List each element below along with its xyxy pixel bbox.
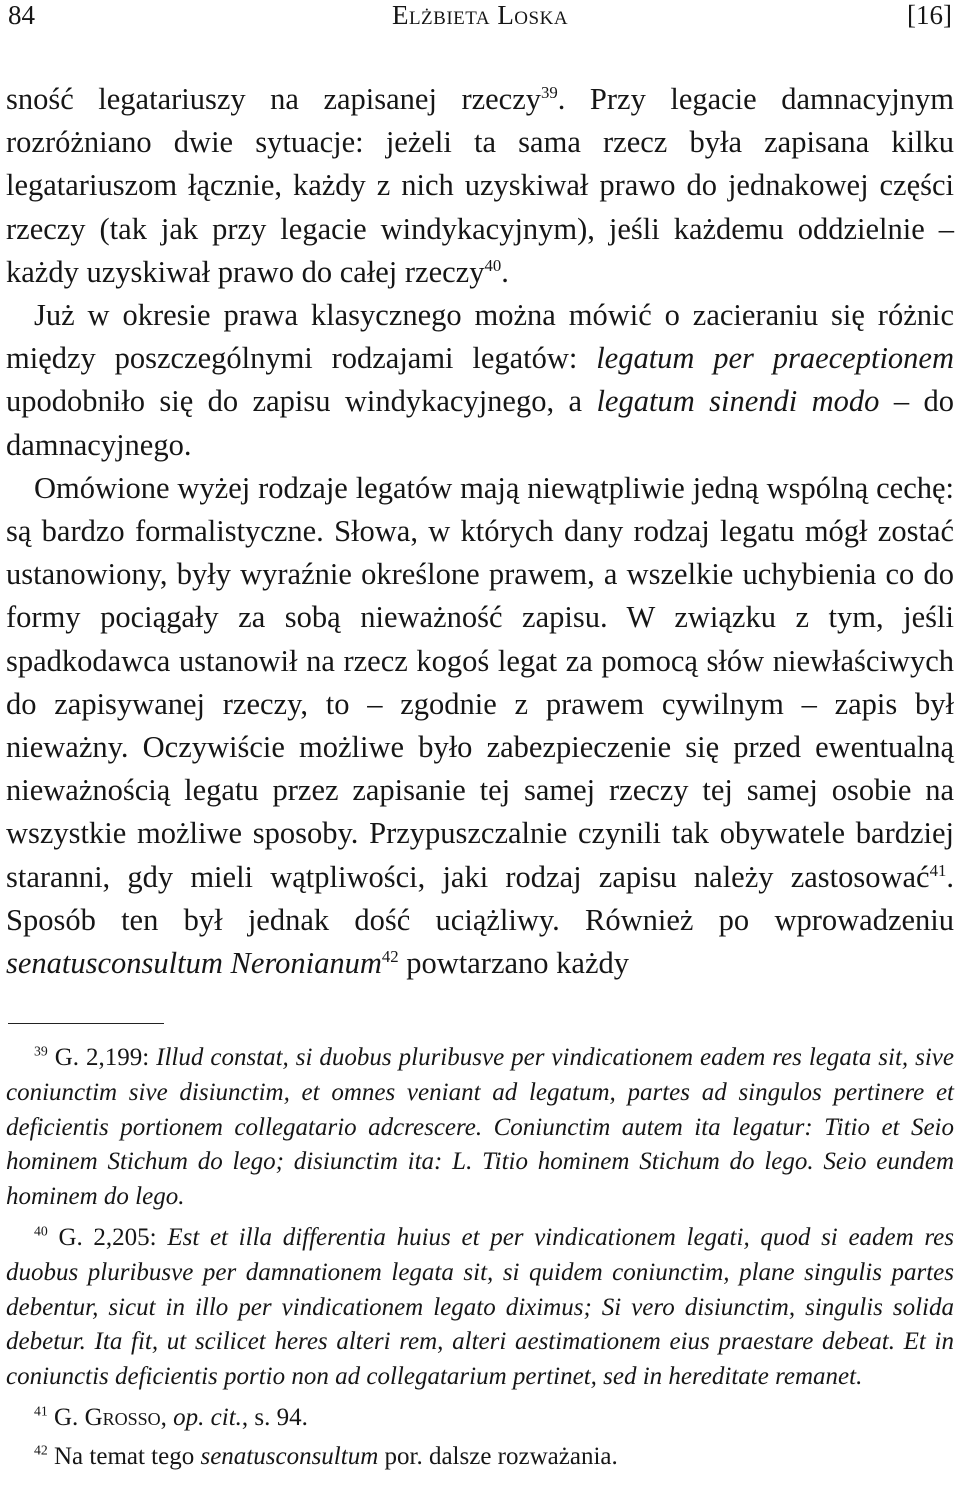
footnote-number: 42 <box>34 1442 48 1458</box>
footnote-citation: G. 2,205: <box>58 1223 168 1251</box>
footnote-number: 40 <box>34 1223 48 1239</box>
text-run: , <box>160 1403 174 1431</box>
footnotes <box>6 1041 954 1479</box>
paragraph-3 <box>6 467 954 985</box>
footnote-separator <box>8 1023 164 1024</box>
footnote-41 <box>6 1401 954 1436</box>
latin-term: senatusconsultum Neronianum <box>6 946 382 981</box>
footnote-39 <box>6 1041 954 1215</box>
footnote-number: 41 <box>34 1403 48 1419</box>
text-run: G. <box>54 1403 85 1431</box>
main-text <box>6 78 954 985</box>
text-run: . Sposób ten był jednak dość uciążliwy. Również po wprowadzeniu <box>6 859 954 937</box>
footnote-40 <box>6 1221 954 1395</box>
citation-abbrev: op. cit. <box>173 1403 242 1431</box>
author-name: Grosso <box>84 1403 161 1431</box>
footnote-42 <box>6 1440 954 1475</box>
text-run: sność legatariuszy na zapisanej rzeczy <box>6 82 542 116</box>
text-run: – do damnacyjnego. <box>6 384 954 462</box>
footnote-ref-41: 41 <box>929 860 947 880</box>
footnote-ref-42: 42 <box>381 946 399 966</box>
text-run: Omówione wyżej rodzaje legatów mają niewątpliwie jedną wspólną cechę: są bardzo formalistyczne. Słowa, w których dany rodzaj legatu mógł zostać ustanowiony, były wyraźnie określone prawem, a wszelkie uchybienia co do formy pociągały za sobą nieważność zapisu. W związku z tym, jeśli spadkodawca ustanowił na rzecz kogoś legat za pomocą słów niewłaściwych do zapisywanej rzeczy, to – zgodnie z prawem cywilnym – zapis był nieważny. Oczywiście możliwe było zabezpieczenie się przed ewentualną nieważnością legatu przez zapisanie tej samej rzeczy tej samej osobie na wszystkie możliwe sposoby. Przypuszczalnie czynili tak obywatele bardziej staranni, gdy mieli wątpliwości, jaki rodzaj zapisu należy zastosować <box>6 470 954 894</box>
footnote-ref-40: 40 <box>484 255 502 275</box>
footnote-quote: Est et illa differentia huius et per vindicationem legati, quod si eadem res duobus pluribusve per damnationem legata sit, si quidem coniunctim, plane singulis partes debentur, sicut in illo per vindicationem legato diximus; Si vero disiunctim, singulis solida debetur. Ita fit, ut scilicet heres alteri rem, alteri aestimationem eius praestare debeat. Et in coniunctis deficientis portio non ad collegatarium pertinet, sed in hereditate remanet. <box>6 1223 954 1391</box>
text-run: Na temat tego <box>54 1442 201 1470</box>
footnote-number: 39 <box>34 1043 48 1059</box>
text-run: . Przy legacie damnacyjnym rozróżniano dwie sytuacje: jeżeli ta sama rzecz była zapisana kilku legatariuszom łącznie, każdy z nich uzyskiwał prawo do jednakowej części rzeczy (tak jak przy legacie windykacyjnym), jeśli każdemu oddzielnie – każdy uzyskiwał prawo do całej rzeczy <box>6 82 954 289</box>
section-number: [16] <box>907 0 952 30</box>
footnote-quote: Illud constat, si duobus pluribusve per vindicationem eadem res legata sit, sive coniunctim sive disiunctim, et omnes veniant ad legatum, partes ad singulos pertinere et deficientis portionem collegatario adcrescere. Coniunctim autem ita legatur: Titio et Seio hominem Stichum do lego; disiunctim ita: L. Titio hominem Stichum do lego. Seio eundem hominem do lego. <box>6 1044 954 1211</box>
footnote-citation: G. 2,199: <box>54 1044 157 1071</box>
text-run: upodobniło się do zapisu windykacyjnego, a <box>6 384 597 419</box>
latin-term: legatum sinendi modo <box>596 384 880 419</box>
running-header <box>8 0 952 40</box>
running-head-author: Elżbieta Loska <box>391 0 569 30</box>
text-run: Już w okresie prawa klasycznego można mówić o zacieraniu się różnic między poszczególnymi rodzajami legatów: <box>6 298 954 376</box>
text-run: , s. 94. <box>241 1403 308 1431</box>
latin-term: senatusconsultum <box>200 1442 379 1470</box>
page-number: 84 <box>8 0 35 30</box>
text-run: . <box>501 254 509 289</box>
paragraph-2 <box>6 294 954 467</box>
text-run: powtarzano każdy <box>398 946 629 981</box>
footnote-ref-39: 39 <box>541 82 558 102</box>
paragraph-1 <box>6 78 954 294</box>
text-run: por. dalsze rozważania. <box>378 1442 618 1470</box>
latin-term: legatum per praeceptionem <box>596 341 954 376</box>
